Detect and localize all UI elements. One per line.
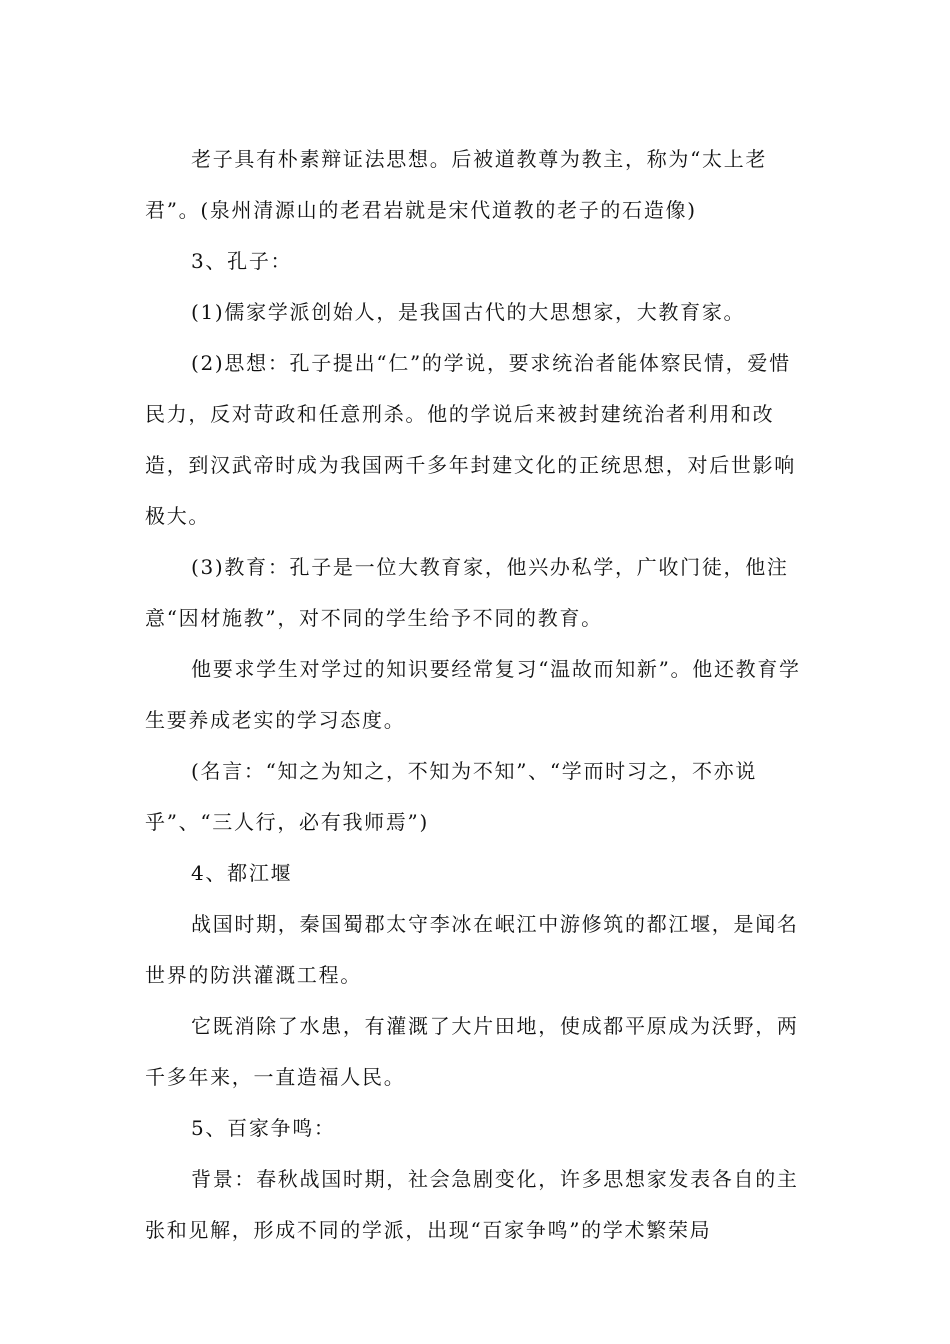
heading-dujiangyan: 4、都江堰 — [191, 861, 293, 885]
paragraph-confucius-education: (3)教育：孔子是一位大教育家，他兴办私学，广收门徒，他注意“因材施教”，对不同的学生给予不同的教育。 — [145, 555, 789, 630]
document-body — [145, 134, 810, 1256]
paragraph-confucius-quotes: (名言：“知之为知之，不知为不知”、“学而时习之，不亦说乎”、“三人行，必有我师焉”) — [145, 759, 758, 834]
heading-confucius: 3、孔子： — [191, 249, 293, 273]
heading-hundred-schools: 5、百家争鸣： — [191, 1116, 336, 1140]
paragraph-confucius-intro: (1)儒家学派创始人，是我国古代的大思想家，大教育家。 — [191, 300, 746, 324]
paragraph-laozi: 老子具有朴素辩证法思想。后被道教尊为教主，称为“太上老君”。(泉州清源山的老君岩就是宋代道教的老子的石造像) — [145, 147, 768, 222]
paragraph-dujiangyan-effect: 它既消除了水患，有灌溉了大片田地，使成都平原成为沃野，两千多年来，一直造福人民。 — [145, 1014, 799, 1089]
paragraph-hundred-schools-background: 背景：春秋战国时期，社会急剧变化，许多思想家发表各自的主张和见解，形成不同的学派，出现“百家争鸣”的学术繁荣局 — [145, 1167, 799, 1242]
paragraph-confucius-review: 他要求学生对学过的知识要经常复习“温故而知新”。他还教育学生要养成老实的学习态度。 — [145, 657, 801, 732]
paragraph-dujiangyan-intro: 战国时期，秦国蜀郡太守李冰在岷江中游修筑的都江堰，是闻名世界的防洪灌溉工程。 — [145, 912, 799, 987]
paragraph-confucius-thought: (2)思想：孔子提出“仁”的学说，要求统治者能体察民情，爱惜民力，反对苛政和任意刑杀。他的学说后来被封建统治者利用和改造，到汉武帝时成为我国两千多年封建文化的正统思想，对后世影响极大。 — [145, 351, 796, 528]
